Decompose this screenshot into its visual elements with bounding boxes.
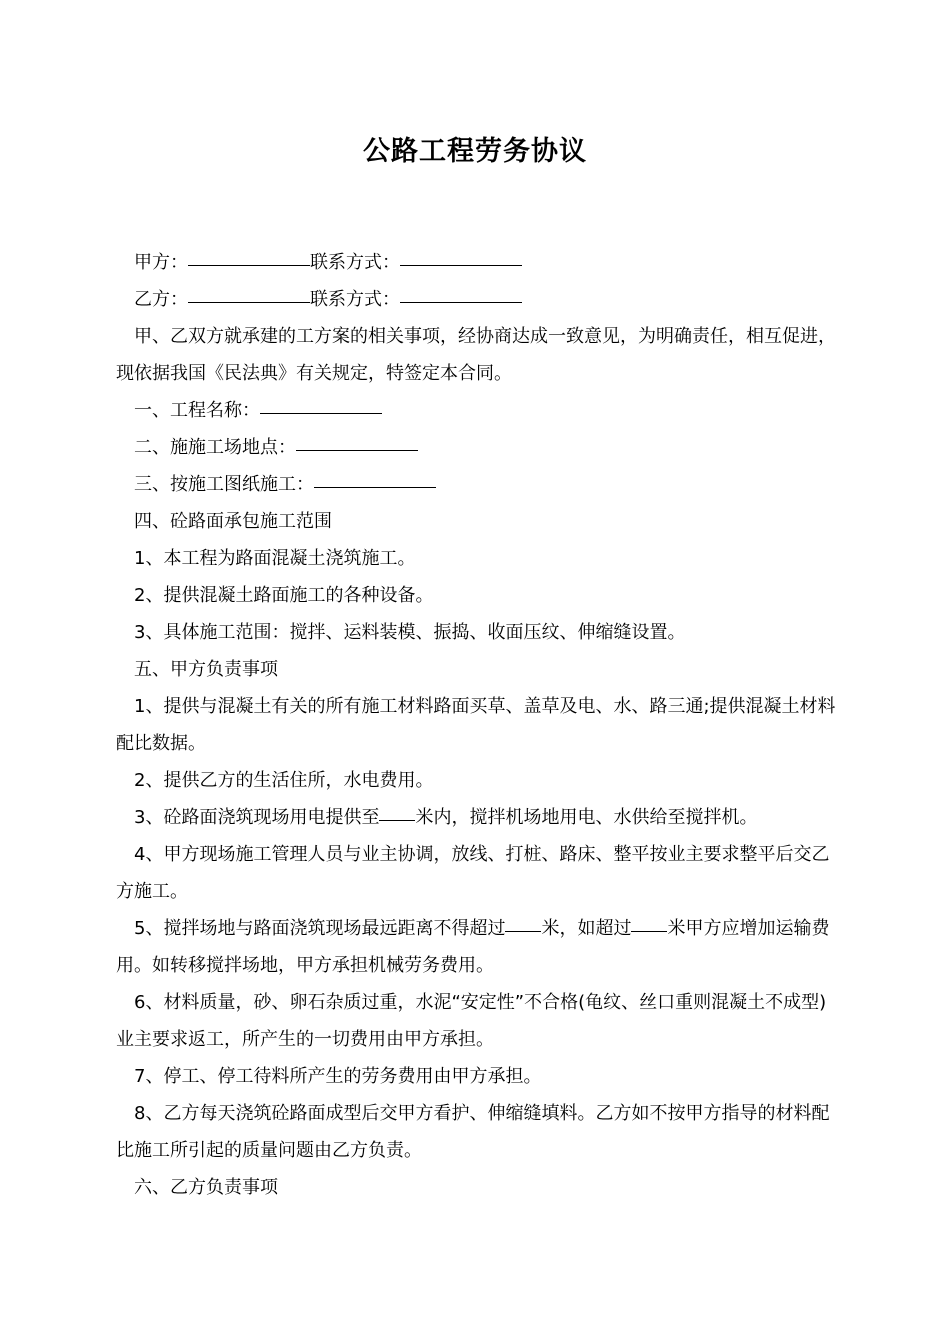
section5-item5-blank-1 [505,930,541,932]
item1-label: 一、工程名称： [134,400,260,421]
section5-item4: 4、甲方现场施工管理人员与业主协调，放线、打桩、路床、整平按业主要求整平后交乙方施工。 [116,844,830,902]
section5-item3 [116,799,838,836]
document-title: 公路工程劳务协议 [363,136,587,167]
item1-blank [260,412,382,414]
party-b-blank [188,301,310,303]
party-b-contact-label: 联系方式： [310,289,400,310]
party-a-label: 甲方： [134,252,188,273]
section5-item8: 8、乙方每天浇筑砼路面成型后交甲方看护、伸缩缝填料。乙方如不按甲方指导的材料配比施工所引起的质量问题由乙方负责。 [116,1103,830,1161]
section5-item5-part-c: 米甲方应增加运输费用。如转移搅拌场地，甲方承担机械劳务费用。 [116,918,830,976]
party-a-line [116,244,838,281]
party-a-blank [188,264,310,266]
document-body [116,244,838,1206]
intro-paragraph: 甲、乙双方就承建的工方案的相关事项，经协商达成一致意见，为明确责任，相互促进，现依据我国《民法典》有关规定，特签定本合同。 [116,326,836,384]
party-b-label: 乙方： [134,289,188,310]
item2-blank [296,449,418,451]
item1-line [116,392,838,429]
section5-item7: 7、停工、停工待料所产生的劳务费用由甲方承担。 [134,1066,542,1087]
party-b-line [116,281,838,318]
section4-item2: 2、提供混凝土路面施工的各种设备。 [134,585,434,606]
section5-item3-part-b: 米内，搅拌机场地用电、水供给至搅拌机。 [415,807,758,828]
item3-blank [314,486,436,488]
section5-item5 [116,910,838,984]
section5-item3-blank [379,819,415,821]
section5-item5-part-b: 米，如超过 [541,918,632,939]
item3-line [116,466,838,503]
party-a-contact-blank [400,264,522,266]
item2-line [116,429,838,466]
section4-item1: 1、本工程为路面混凝土浇筑施工。 [134,548,416,569]
item3-label: 三、按施工图纸施工： [134,474,314,495]
section5-item5-blank-2 [631,930,667,932]
section6-heading: 六、乙方负责事项 [134,1177,278,1198]
party-b-contact-blank [400,301,522,303]
party-a-contact-label: 联系方式： [310,252,400,273]
section5-item5-part-a: 5、搅拌场地与路面浇筑现场最远距离不得超过 [134,918,506,939]
section5-item3-part-a: 3、砼路面浇筑现场用电提供至 [134,807,380,828]
section4-item3: 3、具体施工范围：搅拌、运料装模、振捣、收面压纹、伸缩缝设置。 [134,622,686,643]
section5-heading: 五、甲方负责事项 [134,659,278,680]
item2-label: 二、施施工场地点： [134,437,296,458]
section5-item6: 6、材料质量，砂、卵石杂质过重，水泥“安定性”不合格(龟纹、丝口重则混凝土不成型)业主要求返工，所产生的一切费用由甲方承担。 [116,992,827,1050]
section5-item1: 1、提供与混凝土有关的所有施工材料路面买草、盖草及电、水、路三通;提供混凝土材料配比数据。 [116,696,836,754]
section5-item2: 2、提供乙方的生活住所，水电费用。 [134,770,434,791]
section4-heading: 四、砼路面承包施工范围 [134,511,332,532]
